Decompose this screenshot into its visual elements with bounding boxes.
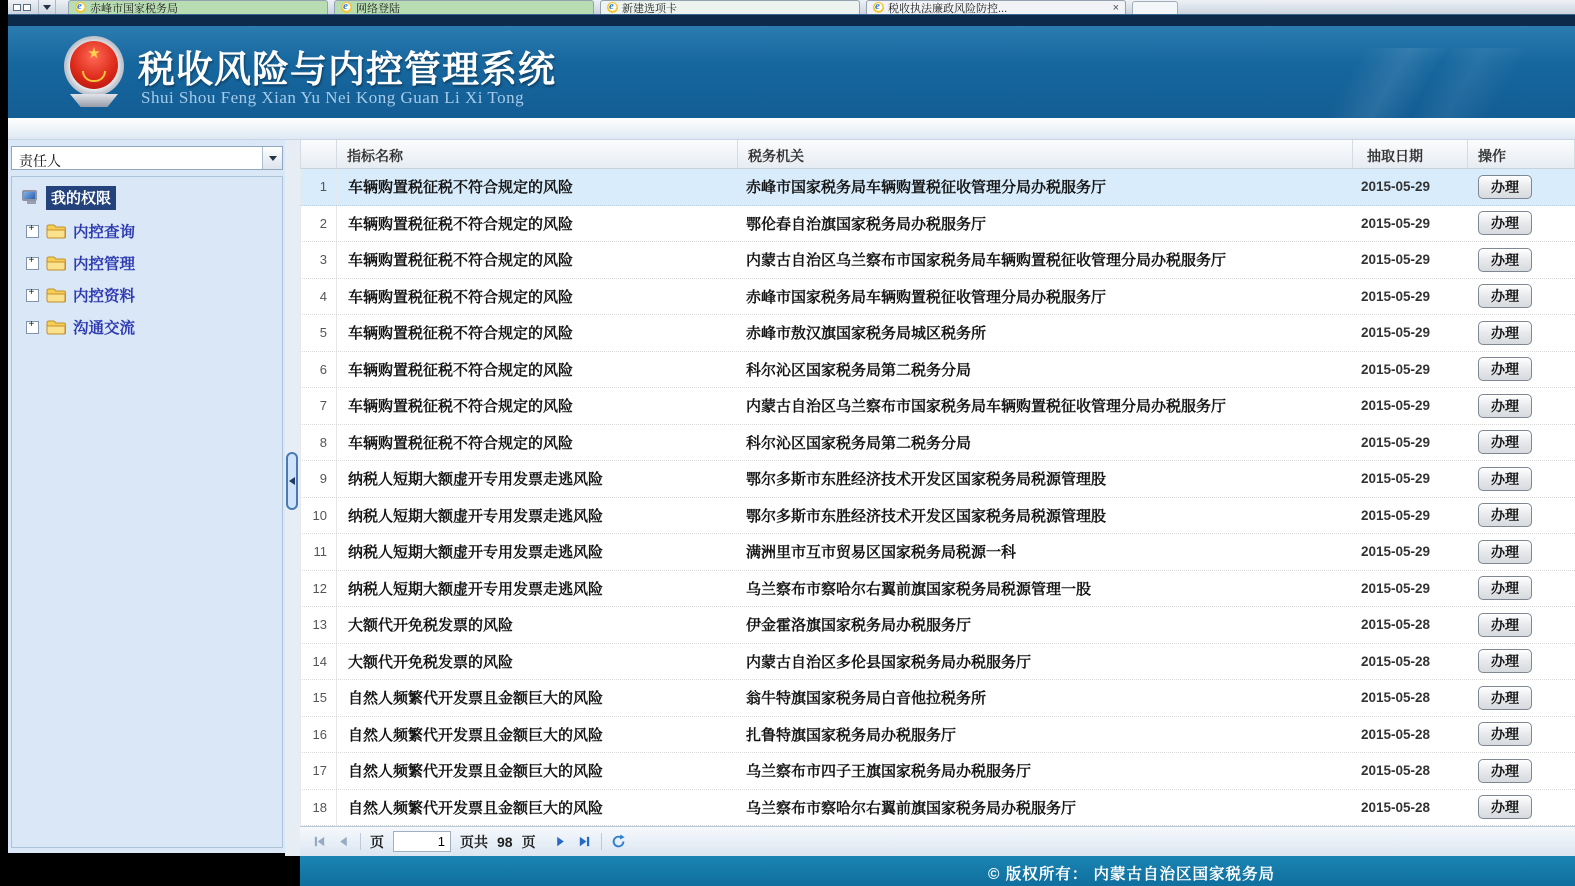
extract-date-cell: 2015-05-29 [1361,544,1431,560]
table-row[interactable] [300,680,1575,717]
chevron-down-icon [43,5,51,10]
column-header-action[interactable]: 操作 [1468,140,1575,168]
emblem-star-icon [70,44,118,62]
table-row[interactable] [300,315,1575,352]
last-page-icon[interactable] [577,834,592,849]
row-number: 2 [301,206,337,242]
action-cell [1468,467,1575,491]
handle-button[interactable]: 办理 [1478,759,1532,783]
indicator-name-cell: 大额代开免税发票的风险 [348,653,514,671]
extract-date-cell: 2015-05-29 [1361,434,1431,450]
expand-plus-icon[interactable] [26,225,39,238]
table-row[interactable] [300,206,1575,243]
table-row[interactable] [300,753,1575,790]
handle-button[interactable]: 办理 [1478,540,1532,564]
tax-organ-cell: 伊金霍洛旗国家税务局办税服务厅 [746,617,972,635]
action-cell [1468,795,1575,819]
folder-icon [46,256,66,271]
first-page-icon[interactable] [312,834,327,849]
browser-tab-label: 新建选项卡 [622,2,677,14]
tax-organ-cell: 内蒙古自治区乌兰察布市国家税务局车辆购置税征收管理分局办税服务厅 [746,398,1227,416]
action-cell [1468,430,1575,454]
action-cell [1468,248,1575,272]
handle-button[interactable]: 办理 [1478,394,1532,418]
browser-tab-label: 网络登陆 [356,2,400,14]
action-cell [1468,175,1575,199]
handle-button[interactable]: 办理 [1478,175,1532,199]
table-row[interactable] [300,534,1575,571]
extract-date-cell: 2015-05-28 [1361,653,1431,669]
handle-button[interactable]: 办理 [1478,211,1532,235]
row-number: 3 [301,242,337,278]
table-row[interactable] [300,279,1575,316]
quick-tabs-icon [13,4,21,11]
row-number: 5 [301,315,337,351]
action-cell [1468,759,1575,783]
computer-icon [22,190,40,206]
row-number: 8 [301,425,337,461]
dropdown-value: 责任人 [19,153,61,169]
extract-date-cell: 2015-05-29 [1361,288,1431,304]
indicator-name-cell: 自然人频繁代开发票且金额巨大的风险 [348,763,604,781]
tax-organ-cell: 翁牛特旗国家税务局白音他拉税务所 [746,690,987,708]
table-row[interactable] [300,352,1575,389]
tree-folder-item[interactable] [26,252,282,274]
window-divider-band [8,14,1575,26]
extract-date-cell: 2015-05-28 [1361,690,1431,706]
tree-folder-item[interactable] [26,284,282,306]
responsible-person-dropdown[interactable] [11,146,283,170]
emblem-red-disc [70,41,118,89]
indicator-name-cell: 车辆购置税征税不符合规定的风险 [348,434,574,452]
ie-icon [873,2,884,13]
tax-organ-cell: 乌兰察布市四子王旗国家税务局办税服务厅 [746,763,1032,781]
tax-organ-cell: 鄂尔多斯市东胜经济技术开发区国家税务局税源管理股 [746,507,1107,525]
row-number: 11 [301,534,337,570]
browser-tab-bar [8,0,1575,14]
handle-button[interactable]: 办理 [1478,649,1532,673]
sidebar [8,140,285,853]
pages-suffix-label: 页 [521,833,536,850]
emblem-arch [82,71,106,82]
action-cell [1468,613,1575,637]
handle-button[interactable]: 办理 [1478,467,1532,491]
tab-list-dropdown-button[interactable] [39,0,56,14]
browser-tab[interactable] [866,0,1126,14]
ie-icon [341,2,352,13]
handle-button[interactable]: 办理 [1478,722,1532,746]
indicator-name-cell: 大额代开免税发票的风险 [348,617,514,635]
folder-icon [46,224,66,239]
handle-button[interactable]: 办理 [1478,503,1532,527]
row-number: 6 [301,352,337,388]
table-row[interactable] [300,571,1575,608]
sidebar-collapse-handle[interactable] [286,452,298,510]
extract-date-cell: 2015-05-29 [1361,361,1431,377]
indicator-name-cell: 车辆购置税征税不符合规定的风险 [348,288,574,306]
action-cell [1468,649,1575,673]
browser-tab-label: 赤峰市国家税务局 [90,2,178,14]
extract-date-cell: 2015-05-29 [1361,580,1431,596]
indicator-name-cell: 车辆购置税征税不符合规定的风险 [348,215,574,233]
extract-date-cell: 2015-05-28 [1361,617,1431,633]
tree-folder-item[interactable] [26,316,282,338]
page-label: 页 [370,833,384,850]
tax-organ-cell: 乌兰察布市察哈尔右翼前旗国家税务局办税服务厅 [746,799,1077,817]
browser-tab-label: 税收执法廉政风险防控... [888,2,1008,14]
action-cell [1468,284,1575,308]
table-row[interactable] [300,461,1575,498]
quick-tabs-icon [23,4,31,11]
tree-folder-label: 沟通交流 [73,320,136,337]
handle-button[interactable]: 办理 [1478,357,1532,381]
table-row[interactable] [300,425,1575,462]
browser-tab[interactable] [600,0,860,14]
tax-organ-cell: 科尔沁区国家税务局第二税务分局 [746,434,972,452]
navigation-tree [11,176,283,848]
expand-plus-icon[interactable] [26,289,39,302]
extract-date-cell: 2015-05-28 [1361,763,1431,779]
row-number: 9 [301,461,337,497]
collapse-left-icon [289,477,295,485]
tax-emblem-logo [56,32,132,112]
table-row[interactable] [300,644,1575,681]
footer-bar [300,856,1575,886]
folder-icon [46,288,66,303]
column-header-extract-date[interactable]: 抽取日期 [1353,140,1468,168]
row-number: 16 [301,717,337,753]
extract-date-cell: 2015-05-28 [1361,726,1431,742]
extract-date-cell: 2015-05-28 [1361,799,1431,815]
separator [601,833,602,850]
handle-button[interactable]: 办理 [1478,613,1532,637]
toolbar-strip [8,118,1575,140]
indicator-name-cell: 自然人频繁代开发票且金额巨大的风险 [348,690,604,708]
copyright-text: © 版权所有： 内蒙古自治区国家税务局 [988,866,1276,883]
extract-date-cell: 2015-05-29 [1361,471,1431,487]
tree-root-my-permissions[interactable] [22,186,282,210]
row-number: 12 [301,571,337,607]
table-row[interactable] [300,607,1575,644]
new-tab-stub[interactable] [1132,1,1178,14]
tax-organ-cell: 内蒙古自治区乌兰察布市国家税务局车辆购置税征收管理分局办税服务厅 [746,252,1227,270]
row-number: 17 [301,753,337,789]
separator [360,833,361,850]
banner-swoosh-decoration [1235,48,1575,118]
tax-organ-cell: 鄂尔多斯市东胜经济技术开发区国家税务局税源管理股 [746,471,1107,489]
indicator-name-cell: 车辆购置税征税不符合规定的风险 [348,179,574,197]
column-header-indicator-name[interactable]: 指标名称 [337,140,738,168]
row-number: 4 [301,279,337,315]
row-number: 10 [301,498,337,534]
extract-date-cell: 2015-05-29 [1361,252,1431,268]
tab-close-icon[interactable]: × [1112,1,1119,14]
action-cell [1468,503,1575,527]
table-row[interactable] [300,242,1575,279]
extract-date-cell: 2015-05-29 [1361,398,1431,414]
action-cell [1468,321,1575,345]
action-cell [1468,722,1575,746]
action-cell [1468,394,1575,418]
emblem-wing [70,94,118,107]
handle-button[interactable]: 办理 [1478,284,1532,308]
previous-page-icon[interactable] [336,834,351,849]
system-title-pinyin: Shui Shou Feng Xian Yu Nei Kong Guan Li Xi Tong [141,88,525,107]
row-number: 15 [301,680,337,716]
column-header-index [301,140,337,168]
indicator-name-cell: 车辆购置税征税不符合规定的风险 [348,325,574,343]
table-row[interactable] [300,388,1575,425]
table-row[interactable] [300,790,1575,827]
action-cell [1468,576,1575,600]
tree-folder-item[interactable] [26,220,282,242]
tree-folder-label: 内控查询 [73,224,136,241]
tax-organ-cell: 鄂伦春自治旗国家税务局办税服务厅 [746,215,987,233]
expand-plus-icon[interactable] [26,321,39,334]
tax-organ-cell: 科尔沁区国家税务局第二税务分局 [746,361,972,379]
handle-button[interactable]: 办理 [1478,321,1532,345]
banner [8,26,1575,118]
tax-organ-cell: 满洲里市互市贸易区国家税务局税源一科 [746,544,1017,562]
tax-organ-cell: 扎鲁特旗国家税务局办税服务厅 [746,726,957,744]
indicator-name-cell: 纳税人短期大额虚开专用发票走逃风险 [348,580,604,598]
row-number: 18 [301,790,337,826]
indicator-name-cell: 车辆购置税征税不符合规定的风险 [348,252,574,270]
quick-tabs-button[interactable] [8,0,39,14]
pagination-bar [300,826,1575,856]
action-cell [1468,211,1575,235]
row-number: 1 [301,169,337,205]
grid-header-row [300,140,1575,169]
next-page-icon[interactable] [553,834,568,849]
tree-folder-label: 内控管理 [73,256,136,273]
row-number: 7 [301,388,337,424]
handle-button[interactable]: 办理 [1478,430,1532,454]
tax-organ-cell: 赤峰市敖汉旗国家税务局城区税务所 [746,325,987,343]
system-title: 税收风险与内控管理系统 [138,49,556,90]
refresh-icon[interactable] [611,834,626,849]
expand-plus-icon[interactable] [26,257,39,270]
handle-button[interactable]: 办理 [1478,248,1532,272]
handle-button[interactable]: 办理 [1478,795,1532,819]
page-input[interactable] [393,831,451,852]
column-header-tax-organ[interactable]: 税务机关 [738,140,1353,168]
indicator-name-cell: 车辆购置税征税不符合规定的风险 [348,398,574,416]
indicator-name-cell: 纳税人短期大额虚开专用发票走逃风险 [348,544,604,562]
indicator-name-cell: 自然人频繁代开发票且金额巨大的风险 [348,726,604,744]
handle-button[interactable]: 办理 [1478,686,1532,710]
action-cell [1468,357,1575,381]
chevron-down-icon [269,156,277,161]
extract-date-cell: 2015-05-29 [1361,215,1431,231]
total-pages-value: 98 [497,833,513,850]
extract-date-cell: 2015-05-29 [1361,179,1431,195]
risk-task-grid [300,140,1575,826]
dropdown-arrow-button[interactable] [262,147,282,169]
tree-folder-label: 内控资料 [73,288,136,305]
indicator-name-cell: 车辆购置税征税不符合规定的风险 [348,361,574,379]
tax-organ-cell: 内蒙古自治区多伦县国家税务局办税服务厅 [746,653,1032,671]
ie-icon [75,2,86,13]
table-row[interactable] [300,498,1575,535]
row-number: 13 [301,607,337,643]
browser-tab[interactable] [68,0,328,14]
row-number: 14 [301,644,337,680]
indicator-name-cell: 自然人频繁代开发票且金额巨大的风险 [348,799,604,817]
indicator-name-cell: 纳税人短期大额虚开专用发票走逃风险 [348,507,604,525]
tax-organ-cell: 赤峰市国家税务局车辆购置税征收管理分局办税服务厅 [746,179,1107,197]
extract-date-cell: 2015-05-29 [1361,507,1431,523]
table-row[interactable] [300,717,1575,754]
indicator-name-cell: 纳税人短期大额虚开专用发票走逃风险 [348,471,604,489]
table-row[interactable] [300,169,1575,206]
tax-organ-cell: 赤峰市国家税务局车辆购置税征收管理分局办税服务厅 [746,288,1107,306]
tax-organ-cell: 乌兰察布市察哈尔右翼前旗国家税务局税源管理一股 [746,580,1092,598]
extract-date-cell: 2015-05-29 [1361,325,1431,341]
tree-root-label: 我的权限 [46,186,116,210]
pages-of-label: 页共 [460,833,488,850]
browser-tab[interactable] [334,0,594,14]
action-cell [1468,540,1575,564]
action-cell [1468,686,1575,710]
ie-icon [607,2,618,13]
handle-button[interactable]: 办理 [1478,576,1532,600]
folder-icon [46,320,66,335]
